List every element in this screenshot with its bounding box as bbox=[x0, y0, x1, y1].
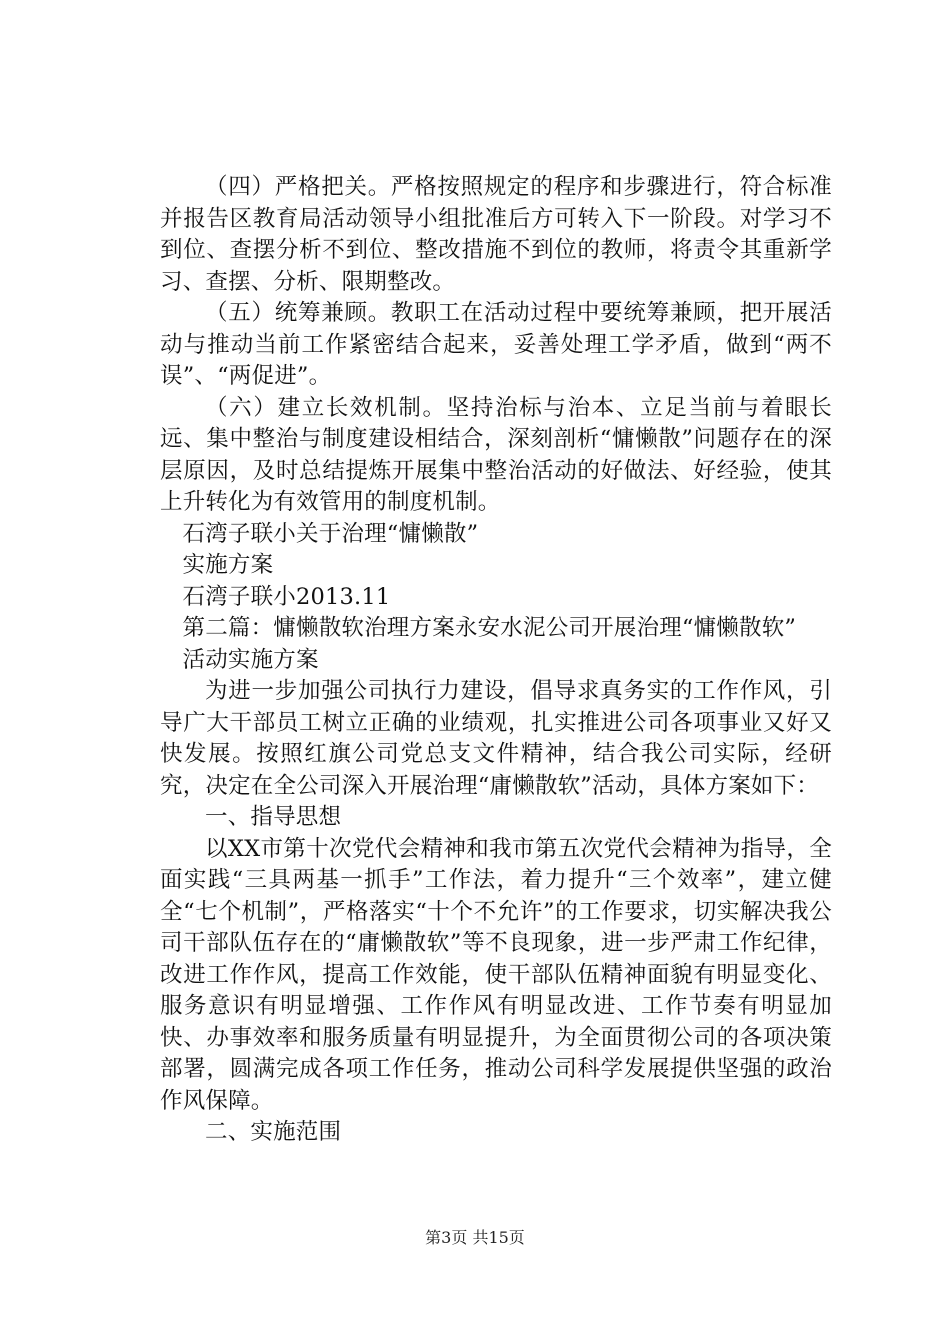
page-number-footer: 第3页 共15页 bbox=[425, 1228, 525, 1247]
heading-guiding-ideology: 一、指导思想 bbox=[205, 804, 342, 830]
paragraph-introduction: 为进一步加强公司执行力建设，倡导求真务实的工作作风，引导广大干部员工树立正确的业绩观，扎实推进公司各项事业又好又快发展。按照红旗公司党总支文件精神，结合我公司实际，经研究，决定在全公司深入开展治理“庸懒散软”活动，具体方案如下： bbox=[160, 678, 832, 799]
chapter-two-title: 第二篇：慵懒散软治理方案永安水泥公司开展治理“慵懒散软” bbox=[182, 615, 797, 641]
paragraph-strict-control: （四）严格把关。严格按照规定的程序和步骤进行，符合标准并报告区教育局活动领导小组批准后方可转入下一阶段。对学习不到位、查摆分析不到位、整改措施不到位的教师，将责令其重新学习、查摆、分析、限期整改。 bbox=[160, 174, 832, 295]
section-subtitle-plan: 实施方案 bbox=[182, 552, 274, 578]
document-body bbox=[160, 172, 832, 1149]
heading-implementation-scope: 二、实施范围 bbox=[205, 1119, 342, 1145]
paragraph-overall-planning: （五）统筹兼顾。教职工在活动过程中要统筹兼顾，把开展活动与推动当前工作紧密结合起来，妥善处理工学矛盾，做到“两不误”、“两促进”。 bbox=[160, 300, 832, 389]
section-date-line: 石湾子联小2013.11 bbox=[182, 583, 391, 610]
paragraph-long-term-mechanism: （六）建立长效机制。坚持治标与治本、立足当前与着眼长远、集中整治与制度建设相结合，深刻剖析“慵懒散”问题存在的深层原因，及时总结提炼开展集中整治活动的好做法、好经验，使其上升转化为有效管用的制度机制。 bbox=[160, 394, 832, 515]
paragraph-guiding-ideology: 以XX市第十次党代会精神和我市第五次党代会精神为指导，全面实践“三具两基一抓手”工作法，着力提升“三个效率”，建立健全“七个机制”，严格落实“十个不允许”的工作要求，切实解决我公司干部队伍存在的“庸懒散软”等不良现象，进一步严肃工作纪律，改进工作作风，提高工作效能，使干部队伍精神面貌有明显变化、服务意识有明显增强、工作作风有明显改进、工作节奏有明显加快、办事效率和服务质量有明显提升，为全面贯彻公司的各项决策部署，圆满完成各项工作任务，推动公司科学发展提供坚强的政治作风保障。 bbox=[160, 835, 832, 1114]
chapter-two-subtitle: 活动实施方案 bbox=[182, 646, 319, 673]
section-title-school: 石湾子联小关于治理“慵懒散” bbox=[182, 520, 479, 547]
